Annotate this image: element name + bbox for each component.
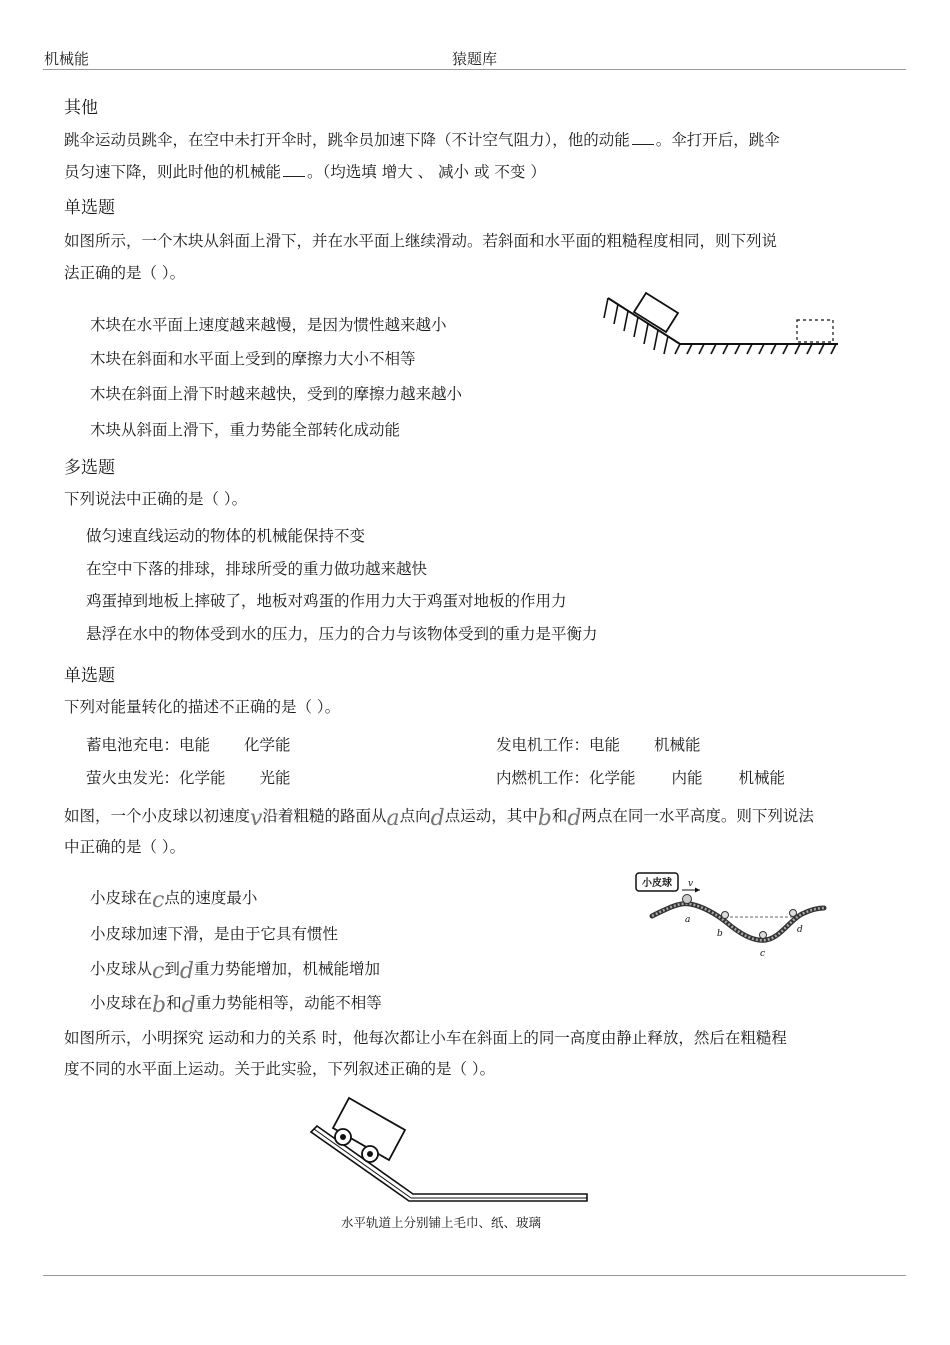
q5-t5: 和 bbox=[551, 807, 568, 825]
q5-stem-line1 bbox=[64, 801, 814, 831]
q3-option-c[interactable]: 鸡蛋掉到地板上摔破了，地板对鸡蛋的作用力大于鸡蛋对地板的作用力 bbox=[86, 592, 567, 610]
q4-option-a[interactable] bbox=[86, 733, 291, 755]
q3-stem: 下列说法中正确的是（ ）。 bbox=[64, 490, 248, 508]
q6-stem-line1: 如图所示，小明探究 运动和力的关系 时，他每次都让小车在斜面上的同一高度由静止释放，然后在粗糙程 bbox=[64, 1029, 787, 1047]
q5-option-d[interactable] bbox=[90, 991, 382, 1018]
q4-option-d[interactable] bbox=[496, 766, 785, 788]
var-c-2: c bbox=[152, 959, 165, 984]
q4-b-to: 机械能 bbox=[654, 736, 701, 754]
q3-option-d[interactable]: 悬浮在水中的物体受到水的压力，压力的合力与该物体受到的重力是平衡力 bbox=[86, 625, 598, 643]
q5-t3: 点向 bbox=[399, 807, 431, 825]
var-d-2: d bbox=[567, 806, 582, 831]
q2-stem-line1: 如图所示，一个木块从斜面上滑下，并在水平面上继续滑动。若斜面和水平面的粗糙程度相同，则下列说 bbox=[64, 232, 778, 250]
figure-caption: 水平轨道上分别铺上毛巾、纸、玻璃 bbox=[341, 1215, 542, 1230]
block-final-position-icon bbox=[797, 320, 833, 342]
section-title-q3: 多选题 bbox=[64, 458, 115, 478]
q4-d-to: 机械能 bbox=[738, 769, 786, 787]
wood-block-icon bbox=[634, 293, 678, 332]
q5-stem-line2: 中正确的是（ ）。 bbox=[64, 838, 186, 856]
q2-option-a[interactable]: 木块在水平面上速度越来越慢，是因为惯性越来越小 bbox=[90, 316, 447, 334]
q1-blank-1[interactable] bbox=[632, 130, 654, 145]
ball-label: 小皮球 bbox=[642, 878, 672, 889]
q5-d-t1: 小皮球在 bbox=[90, 994, 153, 1012]
section-title-q2: 单选题 bbox=[64, 198, 115, 218]
q4-d-from: 内燃机工作：化学能 bbox=[496, 769, 636, 787]
incline-block-figure bbox=[600, 288, 850, 358]
q4-b-from: 发电机工作：电能 bbox=[496, 736, 621, 754]
footer-rule bbox=[43, 1275, 906, 1276]
var-c: c bbox=[152, 888, 165, 913]
q1-line2 bbox=[64, 157, 546, 187]
q2-option-d[interactable]: 木块从斜面上滑下，重力势能全部转化成动能 bbox=[90, 421, 401, 439]
fig-point-d: d bbox=[797, 925, 803, 935]
q4-a-from: 蓄电池充电：电能 bbox=[86, 736, 211, 754]
q1-text-b: 。伞打开后，跳伞 bbox=[655, 131, 780, 149]
q5-a-t2: 点的速度最小 bbox=[164, 889, 258, 907]
q4-c-from: 萤火虫发光：化学能 bbox=[86, 769, 226, 787]
q1-text-c: 员匀速下降，则此时他的机械能 bbox=[64, 163, 282, 181]
q5-c-t2: 到 bbox=[164, 960, 180, 978]
q5-a-t1: 小皮球在 bbox=[90, 889, 153, 907]
fig-point-a: a bbox=[685, 915, 691, 925]
var-d-4: d bbox=[181, 993, 196, 1018]
q1-blank-2[interactable] bbox=[283, 162, 305, 177]
q5-d-t2: 和 bbox=[166, 994, 182, 1012]
fig-point-c: c bbox=[760, 949, 766, 959]
q4-option-c[interactable] bbox=[86, 766, 291, 788]
section-title-q4: 单选题 bbox=[64, 666, 115, 686]
q5-option-c[interactable] bbox=[90, 957, 380, 984]
section-title-q1: 其他 bbox=[64, 98, 98, 118]
header-brand: 猿题库 bbox=[452, 50, 498, 68]
var-d: d bbox=[430, 806, 445, 831]
q4-stem: 下列对能量转化的描述不正确的是（ ）。 bbox=[64, 698, 341, 716]
q4-option-b[interactable] bbox=[496, 733, 701, 755]
q5-t6: 两点在同一水平高度。则下列说法 bbox=[581, 807, 814, 825]
q4-a-to: 化学能 bbox=[244, 736, 291, 754]
q3-option-a[interactable]: 做匀速直线运动的物体的机械能保持不变 bbox=[86, 527, 366, 545]
var-d-3: d bbox=[179, 959, 194, 984]
q2-option-c[interactable]: 木块在斜面上滑下时越来越快，受到的摩擦力越来越小 bbox=[90, 385, 463, 403]
q5-t4: 点运动，其中 bbox=[444, 807, 538, 825]
fig-point-b: b bbox=[717, 929, 723, 939]
q5-t2: 沿着粗糙的路面从 bbox=[262, 807, 387, 825]
var-v: v bbox=[250, 806, 263, 831]
var-a: a bbox=[386, 806, 400, 831]
q3-option-b[interactable]: 在空中下落的排球，排球所受的重力做功越来越快 bbox=[86, 560, 428, 578]
q2-option-b[interactable]: 木块在斜面和水平面上受到的摩擦力大小不相等 bbox=[90, 350, 416, 368]
q5-option-a[interactable] bbox=[90, 886, 258, 913]
q5-c-t3: 重力势能增加，机械能增加 bbox=[193, 960, 380, 978]
q4-d-mid: 内能 bbox=[671, 769, 703, 787]
q6-stem-line2: 度不同的水平面上运动。关于此实验，下列叙述正确的是（ ）。 bbox=[64, 1060, 496, 1078]
q2-stem-line2: 法正确的是（ ）。 bbox=[64, 264, 186, 282]
q5-c-t1: 小皮球从 bbox=[90, 960, 153, 978]
header-subject: 机械能 bbox=[44, 50, 90, 68]
cart-ramp-figure bbox=[305, 1090, 595, 1210]
q1-text-a: 跳伞运动员跳伞，在空中未打开伞时，跳伞员加速下降（不计空气阻力），他的动能 bbox=[64, 131, 630, 149]
var-b-2: b bbox=[152, 993, 167, 1018]
ball-road-figure bbox=[630, 868, 830, 963]
q5-t1: 如图，一个小皮球以初速度 bbox=[64, 807, 251, 825]
q1-line1 bbox=[64, 125, 780, 155]
fig-velocity-label: v bbox=[688, 879, 694, 889]
q4-c-to: 光能 bbox=[259, 769, 291, 787]
ball-icon bbox=[683, 895, 692, 904]
q5-option-b[interactable]: 小皮球加速下滑，是由于它具有惯性 bbox=[90, 925, 339, 943]
header-rule bbox=[43, 69, 906, 70]
q1-text-d: 。（均选填 增大 、 减小 或 不变 ） bbox=[307, 163, 546, 181]
var-b: b bbox=[537, 806, 552, 831]
q5-d-t3: 重力势能相等，动能不相等 bbox=[195, 994, 382, 1012]
